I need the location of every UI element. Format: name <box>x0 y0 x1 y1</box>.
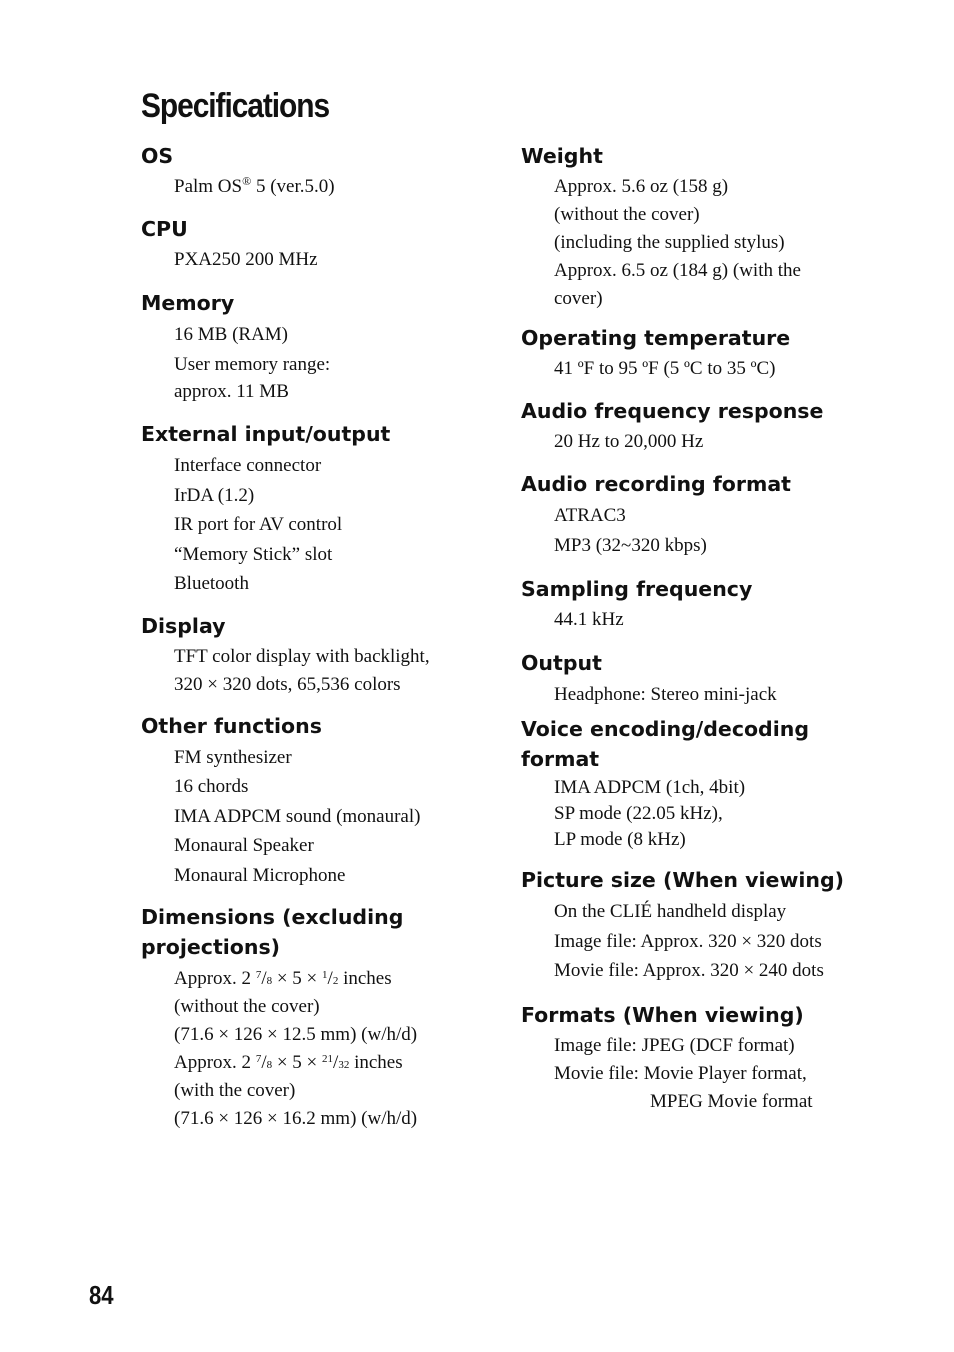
spec-line: Approx. 5.6 oz (158 g) <box>554 176 729 197</box>
section-body <box>554 897 881 986</box>
section-body <box>554 173 881 313</box>
section-heading: Display <box>141 613 226 638</box>
spec-memory <box>141 288 471 405</box>
section-heading: Audio frequency response <box>521 399 824 423</box>
spec-line: PXA250 200 MHz <box>174 249 318 270</box>
spec-sampling-frequency <box>521 574 881 634</box>
spec-line: Approx. 6.5 oz (184 g) (with the <box>554 260 801 281</box>
section-body <box>174 743 471 891</box>
spec-line: (without the cover) <box>174 996 320 1017</box>
spec-line: Approx. 2 $^7$/8 × 5 × $^{21}$/32 inches <box>174 1052 403 1073</box>
section-heading: Weight <box>521 144 603 168</box>
section-body <box>554 355 881 383</box>
spec-line: cover) <box>554 288 603 309</box>
right-column <box>521 141 881 1116</box>
spec-line: User memory range: <box>174 353 331 375</box>
spec-os <box>141 141 471 201</box>
spec-line: Bluetooth <box>174 573 249 594</box>
spec-line: Interface connector <box>174 455 322 476</box>
section-heading <box>521 714 881 774</box>
spec-line: Image file: Approx. 320 × 320 dots <box>554 930 822 952</box>
spec-output <box>521 648 881 709</box>
section-heading: Sampling frequency <box>521 577 753 601</box>
section-heading: Output <box>521 651 602 675</box>
section-heading: Memory <box>141 291 235 315</box>
spec-line: MP3 (32~320 kbps) <box>554 534 707 556</box>
spec-line: Movie file: Approx. 320 × 240 dots <box>554 960 824 981</box>
spec-line: Movie file: Movie Player format, <box>554 1062 807 1084</box>
spec-line: 41 ºF to 95 ºF (5 ºC to 35 ºC) <box>554 358 776 379</box>
spec-line: “Memory Stick” slot <box>174 543 333 565</box>
spec-formats <box>521 1000 881 1116</box>
heading-line: Voice encoding/decoding <box>521 717 810 741</box>
spec-line: IMA ADPCM sound (monaural) <box>174 805 421 827</box>
spec-line: (71.6 × 126 × 12.5 mm) (w/h/d) <box>174 1024 418 1045</box>
section-heading: Picture size (When viewing) <box>521 868 845 892</box>
spec-line: IMA ADPCM (1ch, 4bit) <box>554 777 746 798</box>
section-body <box>174 173 471 201</box>
spec-audio-recording <box>521 469 881 560</box>
spec-dimensions <box>141 902 471 1133</box>
spec-picture-size <box>521 865 881 986</box>
spec-line: Palm OS® 5 (ver.5.0) <box>174 174 335 197</box>
spec-external-io <box>141 419 471 599</box>
section-body <box>174 451 471 599</box>
spec-voice-encoding <box>521 714 881 853</box>
spec-cpu <box>141 214 471 274</box>
section-body <box>554 775 881 853</box>
spec-line: On the CLIÉ handheld display <box>554 901 787 922</box>
heading-line: Dimensions (excluding <box>141 905 404 929</box>
spec-operating-temperature <box>521 323 881 383</box>
spec-other-functions <box>141 711 471 891</box>
spec-line: LP mode (8 kHz) <box>554 829 686 850</box>
spec-line: IR port for AV control <box>174 514 343 535</box>
spec-line: TFT color display with backlight, <box>174 645 430 667</box>
section-heading: Operating temperature <box>521 326 791 350</box>
section-body <box>174 246 471 274</box>
section-body <box>554 501 881 560</box>
spec-line: 44.1 kHz <box>554 609 624 630</box>
spec-line: Monaural Speaker <box>174 835 314 856</box>
section-body <box>174 643 471 699</box>
section-heading <box>141 902 471 962</box>
spec-line: 320 × 320 dots, 65,536 colors <box>174 673 401 695</box>
spec-line: ATRAC3 <box>554 505 626 526</box>
heading-line: format <box>521 747 600 771</box>
page-number: 84 <box>89 1280 114 1310</box>
spec-line: 20 Hz to 20,000 Hz <box>554 431 704 452</box>
section-body <box>554 428 881 456</box>
spec-weight <box>521 141 881 313</box>
page-title: Specifications <box>141 87 330 125</box>
section-heading: OS <box>141 144 174 168</box>
left-column <box>141 141 471 1133</box>
section-body <box>174 965 471 1133</box>
spec-line: (without the cover) <box>554 204 700 225</box>
spec-line: 16 chords <box>174 776 249 797</box>
spec-line: Monaural Microphone <box>174 864 346 886</box>
spec-line: Headphone: Stereo mini-jack <box>554 684 777 705</box>
spec-line: (with the cover) <box>174 1080 296 1101</box>
spec-line: MPEG Movie format <box>650 1090 813 1112</box>
section-heading: CPU <box>141 217 188 241</box>
spec-line: Approx. 2 $^7$/8 × 5 × $^1$/2 inches <box>174 968 392 989</box>
spec-line: Image file: JPEG (DCF format) <box>554 1034 795 1056</box>
spec-line: FM synthesizer <box>174 746 292 768</box>
section-heading: External input/output <box>141 422 391 446</box>
section-body <box>554 1032 881 1116</box>
section-body <box>174 320 471 405</box>
section-heading: Other functions <box>141 713 322 738</box>
section-body <box>554 606 881 634</box>
spec-line: approx. 11 MB <box>174 381 289 402</box>
section-body <box>554 681 881 709</box>
spec-line: 16 MB (RAM) <box>174 324 289 345</box>
section-heading: Formats (When viewing) <box>521 1002 804 1027</box>
section-heading: Audio recording format <box>521 472 791 496</box>
spec-line: IrDA (1.2) <box>174 484 255 506</box>
heading-line: projections) <box>141 935 281 959</box>
spec-display <box>141 611 471 699</box>
spec-audio-frequency <box>521 396 881 456</box>
spec-line: (71.6 × 126 × 16.2 mm) (w/h/d) <box>174 1108 418 1129</box>
spec-line: SP mode (22.05 kHz), <box>554 803 723 824</box>
spec-line: (including the supplied stylus) <box>554 232 785 253</box>
